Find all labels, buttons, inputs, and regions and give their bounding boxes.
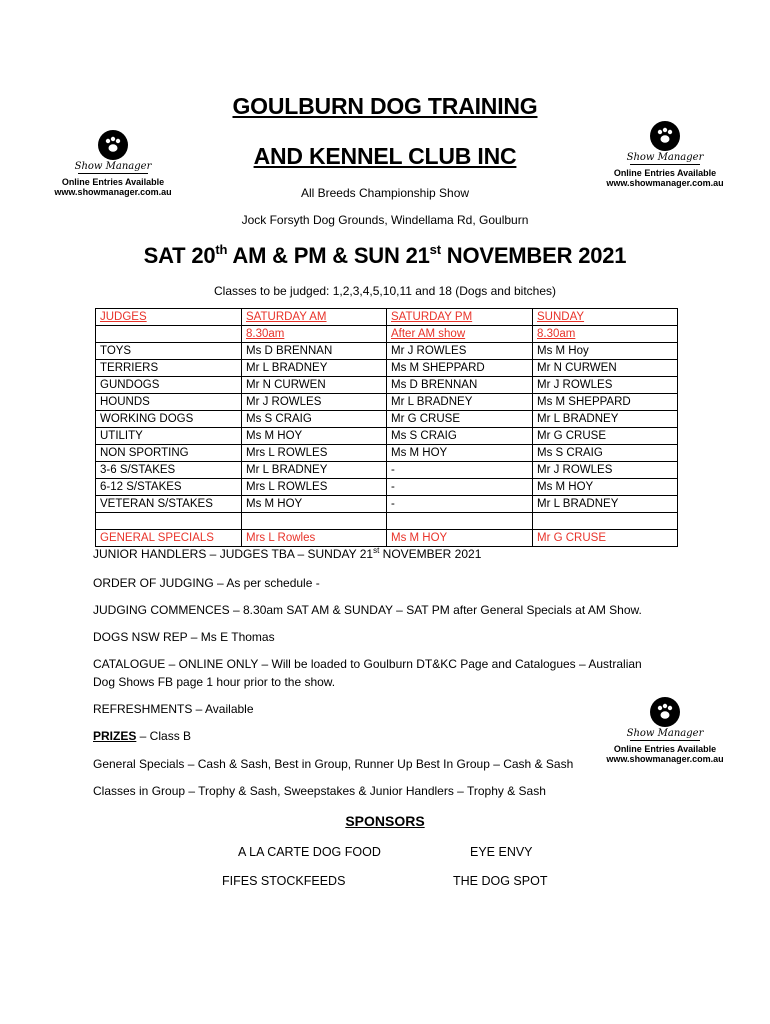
table-cell: GENERAL SPECIALS <box>96 530 242 547</box>
table-cell: Ms S CRAIG <box>387 428 533 445</box>
table-cell: SATURDAY PM <box>387 309 533 326</box>
table-cell: Mr L BRADNEY <box>533 411 678 428</box>
order-of-judging: ORDER OF JUDGING – As per schedule - <box>93 576 320 590</box>
table-cell: WORKING DOGS <box>96 411 242 428</box>
table-cell: Mrs L Rowles <box>242 530 387 547</box>
table-cell: - <box>387 462 533 479</box>
table-cell: Mr J ROWLES <box>242 394 387 411</box>
logo-name: Show Manager <box>626 152 704 163</box>
table-cell: - <box>387 479 533 496</box>
table-row <box>96 343 678 360</box>
junior-handlers: JUNIOR HANDLERS – JUDGES TBA – SUNDAY 21st NOVEMBER 2021 <box>93 546 482 561</box>
table-cell: VETERAN S/STAKES <box>96 496 242 513</box>
paw-icon <box>650 697 680 727</box>
table-cell: Ms D BRENNAN <box>242 343 387 360</box>
logo-name: Show Manager <box>74 161 152 172</box>
table-cell: HOUNDS <box>96 394 242 411</box>
table-cell: Mrs L ROWLES <box>242 445 387 462</box>
table-cell: Mr J ROWLES <box>533 462 678 479</box>
table-cell: TOYS <box>96 343 242 360</box>
table-cell <box>533 513 678 530</box>
table-cell: GUNDOGS <box>96 377 242 394</box>
logo-line2: www.showmanager.com.au <box>606 178 724 188</box>
logo-line1: Online Entries Available <box>61 177 165 187</box>
table-cell: Ms S CRAIG <box>533 445 678 462</box>
table-cell: Ms M HOY <box>242 496 387 513</box>
table-cell: UTILITY <box>96 428 242 445</box>
table-cell: Ms M SHEPPARD <box>533 394 678 411</box>
refreshments: REFRESHMENTS – Available <box>93 702 254 716</box>
table-row <box>96 496 678 513</box>
catalogue-line1: CATALOGUE – ONLINE ONLY – Will be loaded to Goulburn DT&KC Page and Catalogues – Australian <box>93 657 642 671</box>
table-cell: Mrs L ROWLES <box>242 479 387 496</box>
table-cell: Ms M HOY <box>387 445 533 462</box>
table-cell: Mr L BRADNEY <box>387 394 533 411</box>
table-cell: Mr L BRADNEY <box>533 496 678 513</box>
sponsor-item: FIFES STOCKFEEDS <box>222 874 346 888</box>
show-type: All Breeds Championship Show <box>300 186 470 200</box>
table-cell: Mr L BRADNEY <box>242 462 387 479</box>
judging-commences: JUDGING COMMENCES – 8.30am SAT AM & SUNDAY – SAT PM after General Specials at AM Show. <box>93 603 642 617</box>
table-cell: 3-6 S/STAKES <box>96 462 242 479</box>
table-row <box>96 377 678 394</box>
table-cell <box>96 326 242 343</box>
table-cell: Ms M HOY <box>242 428 387 445</box>
table-cell: Ms D BRENNAN <box>387 377 533 394</box>
logo-name: Show Manager <box>626 728 704 739</box>
sponsor-item: EYE ENVY <box>470 845 533 859</box>
catalogue-line2: Dog Shows FB page 1 hour prior to the show. <box>93 675 336 689</box>
table-row-specials <box>96 530 678 547</box>
table-row <box>96 479 678 496</box>
table-cell: Ms M Hoy <box>533 343 678 360</box>
table-cell: NON SPORTING <box>96 445 242 462</box>
table-cell: SUNDAY <box>533 309 678 326</box>
table-cell: Ms M HOY <box>533 479 678 496</box>
table-row <box>96 411 678 428</box>
logo-line2: www.showmanager.com.au <box>54 187 172 197</box>
table-cell: Mr L BRADNEY <box>242 360 387 377</box>
prizes: PRIZES – Class B <box>93 729 192 743</box>
table-row <box>96 513 678 530</box>
classes-judged: Classes to be judged: 1,2,3,4,5,10,11 and 18 (Dogs and bitches) <box>213 284 556 298</box>
show-manager-logo-mid <box>595 697 735 764</box>
table-header-row <box>96 309 678 326</box>
table-cell: Ms S CRAIG <box>242 411 387 428</box>
logo-line1: Online Entries Available <box>613 168 717 178</box>
sponsors-heading: SPONSORS <box>345 813 425 829</box>
table-cell <box>387 513 533 530</box>
table-cell: 6-12 S/STAKES <box>96 479 242 496</box>
table-cell <box>242 513 387 530</box>
table-row <box>96 445 678 462</box>
table-cell: Mr J ROWLES <box>533 377 678 394</box>
table-cell: Mr J ROWLES <box>387 343 533 360</box>
table-cell: 8.30am <box>242 326 387 343</box>
table-row <box>96 360 678 377</box>
table-cell <box>96 513 242 530</box>
table-cell: After AM show <box>387 326 533 343</box>
table-cell: TERRIERS <box>96 360 242 377</box>
logo-line1: Online Entries Available <box>613 744 717 754</box>
dogs-nsw-rep: DOGS NSW REP – Ms E Thomas <box>93 630 275 644</box>
title-line2: AND KENNEL CLUB INC <box>253 143 517 169</box>
table-cell: Ms M HOY <box>387 530 533 547</box>
table-header-row <box>96 326 678 343</box>
table-row <box>96 394 678 411</box>
logo-line2: www.showmanager.com.au <box>606 754 724 764</box>
title-line1: GOULBURN DOG TRAINING <box>232 93 538 119</box>
general-specials-prizes: General Specials – Cash & Sash, Best in Group, Runner Up Best In Group – Cash & Sash <box>93 757 574 771</box>
classes-in-group: Classes in Group – Trophy & Sash, Sweepstakes & Junior Handlers – Trophy & Sash <box>93 784 546 798</box>
table-row <box>96 428 678 445</box>
table-cell: Mr N CURWEN <box>533 360 678 377</box>
table-cell: Mr G CRUSE <box>533 530 678 547</box>
table-cell: SATURDAY AM <box>242 309 387 326</box>
show-date: SAT 20th AM & PM & SUN 21st NOVEMBER 2021 <box>143 242 627 268</box>
sponsor-item: THE DOG SPOT <box>453 874 548 888</box>
table-cell: - <box>387 496 533 513</box>
table-cell: Mr N CURWEN <box>242 377 387 394</box>
table-cell: JUDGES <box>96 309 242 326</box>
sponsor-item: A LA CARTE DOG FOOD <box>238 845 381 859</box>
table-cell: Mr G CRUSE <box>533 428 678 445</box>
table-cell: 8.30am <box>533 326 678 343</box>
table-row <box>96 462 678 479</box>
venue: Jock Forsyth Dog Grounds, Windellama Rd, Goulburn <box>241 213 529 227</box>
judges-table <box>95 308 678 547</box>
table-cell: Ms M SHEPPARD <box>387 360 533 377</box>
table-cell: Mr G CRUSE <box>387 411 533 428</box>
